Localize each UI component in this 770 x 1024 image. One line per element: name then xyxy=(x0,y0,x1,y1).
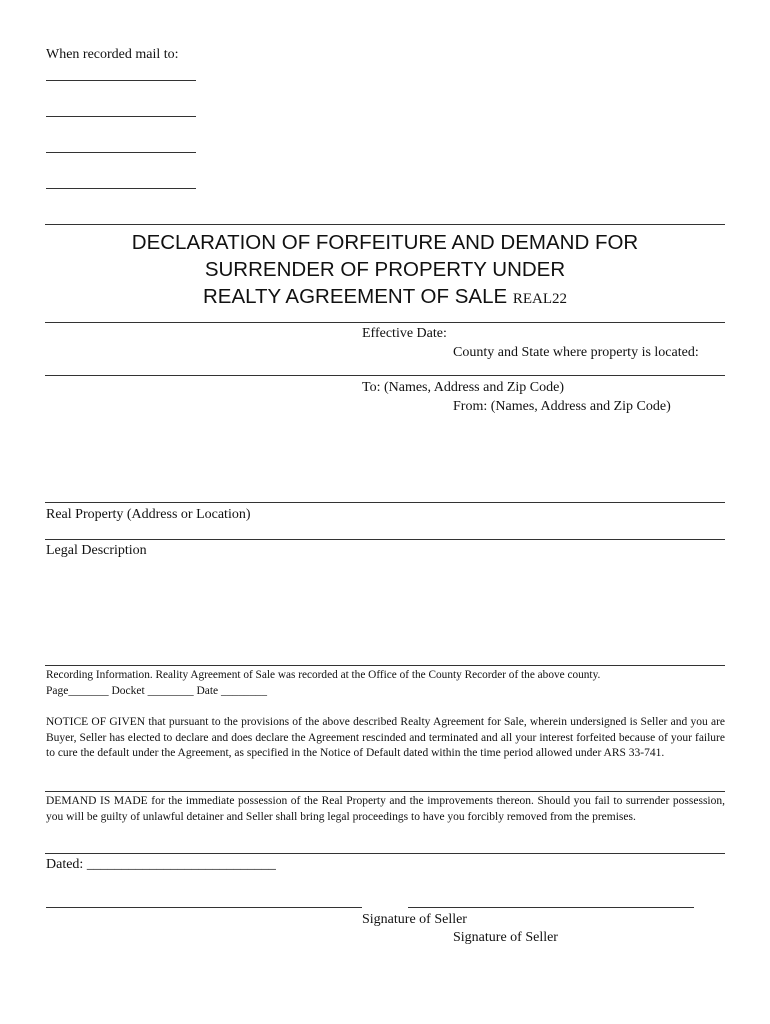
real-property-label: Real Property (Address or Location) xyxy=(46,507,251,522)
mail-blank-line[interactable] xyxy=(46,188,196,189)
document-title-line2: SURRENDER OF PROPERTY UNDER xyxy=(204,258,566,281)
seller-signature-line-2[interactable] xyxy=(408,907,694,908)
divider xyxy=(45,224,725,225)
mail-blank-line[interactable] xyxy=(46,116,196,117)
divider xyxy=(45,853,725,854)
divider xyxy=(45,665,725,666)
mail-to-label: When recorded mail to: xyxy=(46,47,179,62)
recording-line1: Recording Information. Reality Agreement of Sale was recorded at the Office of the County Recorder of the above county. xyxy=(46,669,601,681)
form-code: REAL22 xyxy=(512,291,568,307)
mail-blank-line[interactable] xyxy=(46,152,196,153)
divider xyxy=(45,502,725,503)
dated-field[interactable] xyxy=(46,857,276,873)
title-text: REALTY AGREEMENT OF SALE xyxy=(202,285,508,308)
legal-description-label: Legal Description xyxy=(46,543,147,558)
to-label: To: (Names, Address and Zip Code) xyxy=(362,380,564,395)
dated-blank[interactable]: ___________________________ xyxy=(86,857,276,872)
document-title-line1: DECLARATION OF FORFEITURE AND DEMAND FOR xyxy=(131,231,639,254)
document-title-line3 xyxy=(0,283,770,313)
divider xyxy=(45,539,725,540)
seller-signature-label-1: Signature of Seller xyxy=(362,912,467,927)
seller-signature-label-2: Signature of Seller xyxy=(453,930,558,945)
effective-date-label: Effective Date: xyxy=(362,326,447,341)
dated-label: Dated: xyxy=(46,857,87,872)
demand-paragraph: DEMAND IS MADE for the immediate possession of the Real Property and the improvements thereon. Should you fail to surrender possession, you will be guilty of unlawful detainer and Seller shall bring legal proceedings to have you forcibly removed from the premises. xyxy=(46,795,725,823)
seller-signature-line-1[interactable] xyxy=(46,907,362,908)
from-label: From: (Names, Address and Zip Code) xyxy=(453,399,671,414)
notice-paragraph: NOTICE OF GIVEN that pursuant to the provisions of the above described Realty Agreement for Sale, wherein undersigned is Seller and you are Buyer, Seller has elected to declare and does declare the Agreement rescinded and terminated and all your interest forfeited because of your failure to cure the default under the Agreement, as specified in the Notice of Default dated within the time period allowed under ARS 33-741. xyxy=(46,716,725,759)
divider xyxy=(45,322,725,323)
recording-line2: Page_______ Docket ________ Date ________ xyxy=(46,684,268,697)
divider xyxy=(45,375,725,376)
county-state-label: County and State where property is located: xyxy=(453,345,699,360)
recording-information xyxy=(46,668,725,699)
mail-blank-line[interactable] xyxy=(46,80,196,81)
divider xyxy=(45,791,725,792)
